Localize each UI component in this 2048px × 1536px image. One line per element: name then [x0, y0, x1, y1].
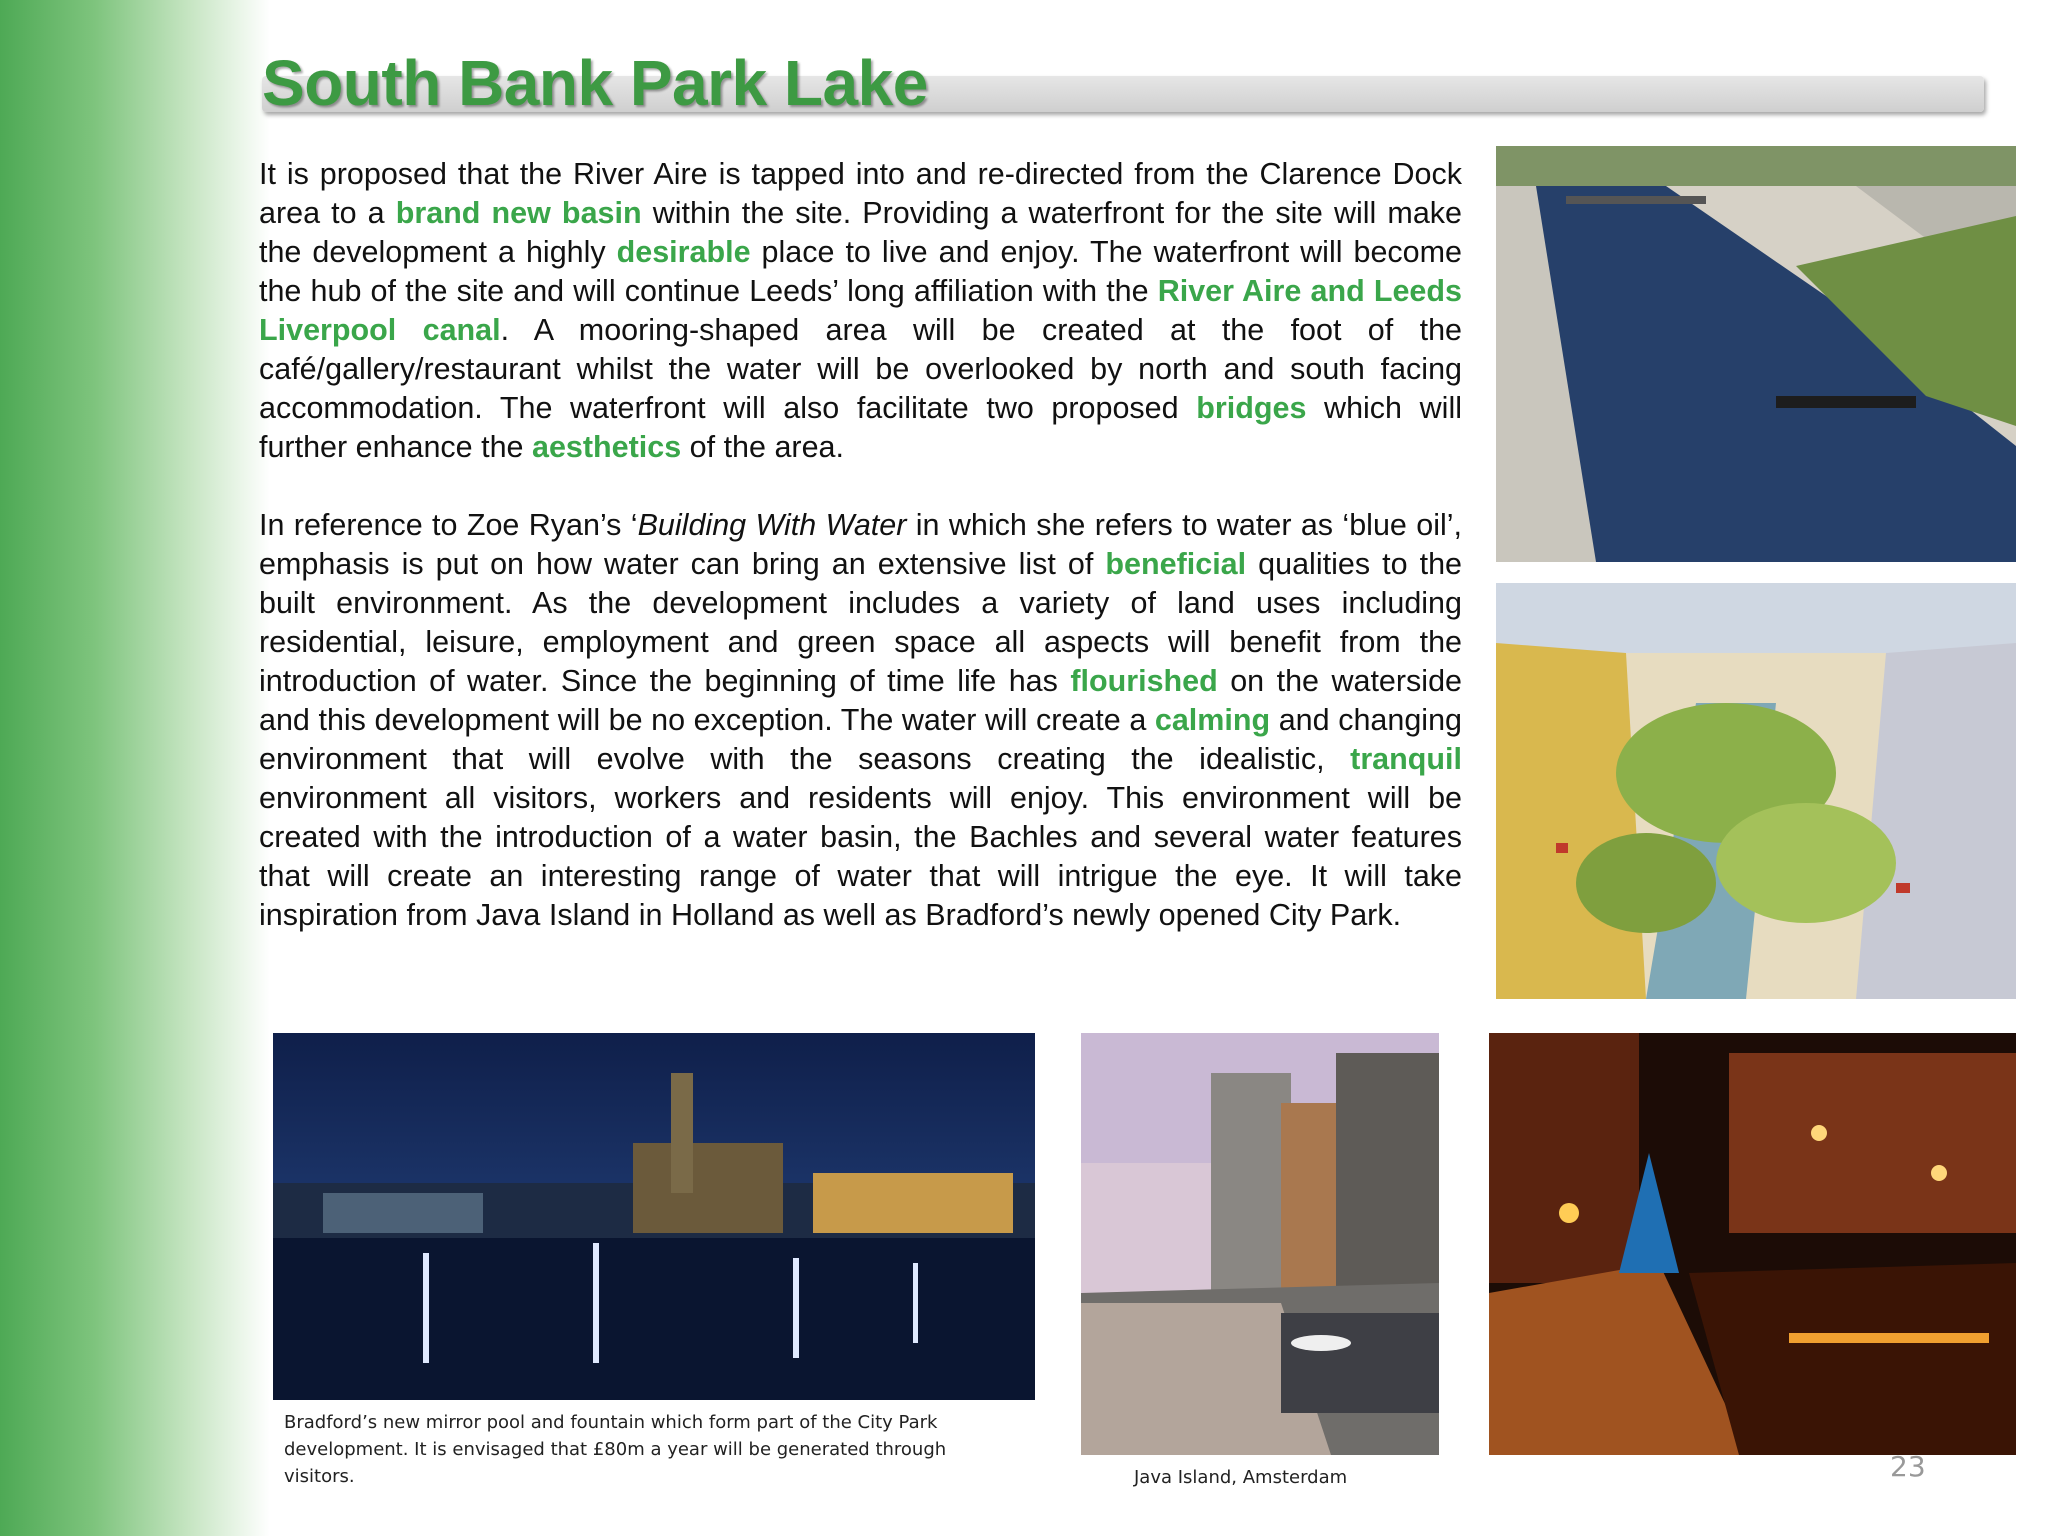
bradford-mirror-pool-photo [273, 1033, 1035, 1400]
text-run: of the area. [681, 430, 844, 464]
text-run: place to live and enjoy. The waterfront will become the hub of the site and will continue Leeds’ long affiliation with the [259, 235, 1462, 308]
sidebar-gradient [0, 0, 270, 1536]
highlighted-term: beneficial [1105, 547, 1247, 581]
canal-painting-photo [1496, 583, 2016, 999]
body-text [259, 155, 1462, 974]
text-run: qualities to the built environment. As the development includes a variety of land uses including residential, leisure, employment and green space all aspects will benefit from the introduction of water. Since the beginning of time life has [259, 547, 1462, 698]
paragraph-building-with-water [259, 506, 1462, 935]
java-island-caption: Java Island, Amsterdam [1134, 1467, 1348, 1488]
text-run: within the site. Providing a waterfront for the site will make the development a highly [259, 196, 1463, 269]
bradford-photo-caption: Bradford’s new mirror pool and fountain which form part of the City Park development. It is envisaged that £80m a year will be generated through visitors. [284, 1412, 947, 1487]
canal-night-photo [1489, 1033, 2016, 1455]
book-title: Building With Water [637, 508, 907, 542]
highlighted-term: calming [1154, 703, 1271, 737]
text-run: In reference to Zoe Ryan’s ‘ [259, 508, 638, 542]
java-island-photo [1081, 1033, 1439, 1455]
text-run: which will further enhance the [259, 391, 1463, 464]
highlighted-term: tranquil [1350, 742, 1462, 776]
text-run: environment all visitors, workers and residents will enjoy. This environment will be created with the introduction of a water basin, the Bachles and several water features that will create an interesting range of water that will intrigue the eye. It will take inspiration from Java Island in Holland as well as Bradford’s newly opened City Park. [259, 781, 1462, 932]
highlighted-term: aesthetics [532, 430, 682, 464]
highlighted-term: flourished [1070, 664, 1218, 698]
highlighted-term: desirable [616, 235, 751, 269]
highlighted-term: brand new basin [395, 196, 642, 230]
highlighted-term: bridges [1196, 391, 1307, 425]
text-run: on the waterside and this development will be no exception. The water will create a [259, 664, 1462, 737]
text-run: . A mooring-shaped area will be created at the foot of the café/gallery/restaurant whilst the water will be overlooked by north and south facing accommodation. The waterfront will also facilitate two proposed [259, 313, 1462, 425]
text-run: It is proposed that the River Aire is tapped into and re-directed from the Clarence Dock area to a [259, 157, 1462, 230]
text-run: in which she refers to water as ‘blue oil’, emphasis is put on how water can bring an extensive list of [259, 508, 1463, 581]
text-run: and changing environment that will evolve with the seasons creating the idealistic, [259, 703, 1462, 776]
page-number: 23 [1890, 1450, 1926, 1483]
page-title: South Bank Park Lake [262, 47, 928, 119]
paragraph-intro [259, 155, 1462, 467]
canal-aerial-photo [1496, 146, 2016, 562]
highlighted-term: River Aire and Leeds Liverpool canal [259, 274, 1462, 347]
